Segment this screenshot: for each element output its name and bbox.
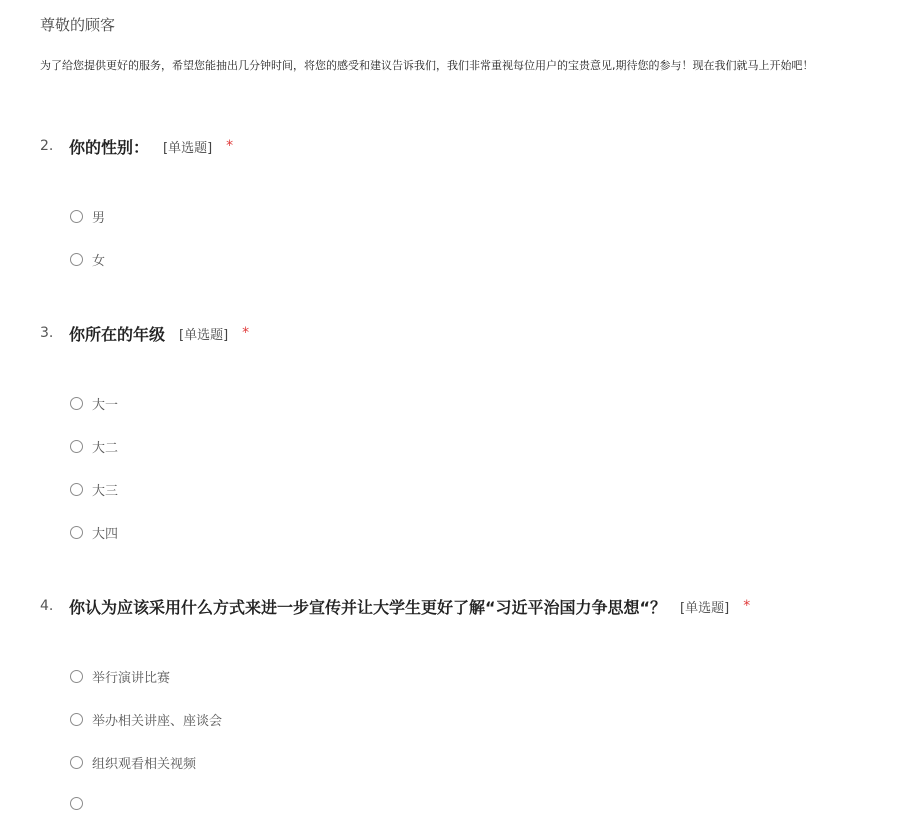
option-label: 男 (92, 210, 106, 226)
question-number: 2. (40, 138, 54, 154)
option-lectures-forums[interactable] (70, 709, 222, 729)
required-marker: * (242, 325, 250, 341)
question-header (40, 134, 233, 158)
question-title: 你的性别： (69, 137, 150, 157)
option-freshman[interactable] (70, 393, 118, 413)
radio-button[interactable] (70, 526, 83, 539)
option-label: 举行演讲比赛 (92, 670, 171, 686)
option-label: 举办相关讲座、座谈会 (92, 713, 223, 729)
required-marker: * (743, 598, 751, 614)
option-male[interactable] (70, 206, 105, 226)
required-marker: * (226, 138, 234, 154)
question-type-badge: [单选题] (163, 140, 213, 156)
option-watch-videos[interactable] (70, 752, 196, 772)
radio-button[interactable] (70, 397, 83, 410)
option-label: 大三 (92, 483, 119, 499)
option-label: 大二 (92, 440, 119, 456)
radio-button[interactable] (70, 253, 83, 266)
radio-button[interactable] (70, 713, 83, 726)
option-speech-contest[interactable] (70, 666, 170, 686)
radio-button[interactable] (70, 440, 83, 453)
question-number: 3. (40, 325, 54, 341)
survey-greeting: 尊敬的顾客 (40, 16, 116, 34)
radio-button[interactable] (70, 797, 83, 810)
option-label: 组织观看相关视频 (92, 756, 197, 772)
question-type-badge: [单选题] (179, 327, 229, 343)
option-sophomore[interactable] (70, 436, 118, 456)
question-type-badge: [单选题] (680, 600, 730, 616)
question-header (40, 594, 750, 618)
question-number: 4. (40, 598, 54, 614)
option-label: 大四 (92, 526, 119, 542)
option-senior[interactable] (70, 522, 118, 542)
radio-button[interactable] (70, 210, 83, 223)
question-title: 你所在的年级 (69, 324, 166, 344)
option-cut-off[interactable] (70, 793, 92, 813)
radio-button[interactable] (70, 756, 83, 769)
radio-button[interactable] (70, 670, 83, 683)
option-junior[interactable] (70, 479, 118, 499)
option-label: 女 (92, 253, 106, 269)
question-title: 你认为应该采用什么方式来进一步宣传并让大学生更好了解“习近平治国力争思想“？ (69, 597, 667, 617)
survey-intro: 为了给您提供更好的服务，希望您能抽出几分钟时间，将您的感受和建议告诉我们，我们非常重视每位用户的宝贵意见,期待您的参与！现在我们就马上开始吧！ (40, 59, 814, 72)
radio-button[interactable] (70, 483, 83, 496)
option-label: 大一 (92, 397, 119, 413)
option-female[interactable] (70, 249, 105, 269)
question-header (40, 321, 249, 345)
